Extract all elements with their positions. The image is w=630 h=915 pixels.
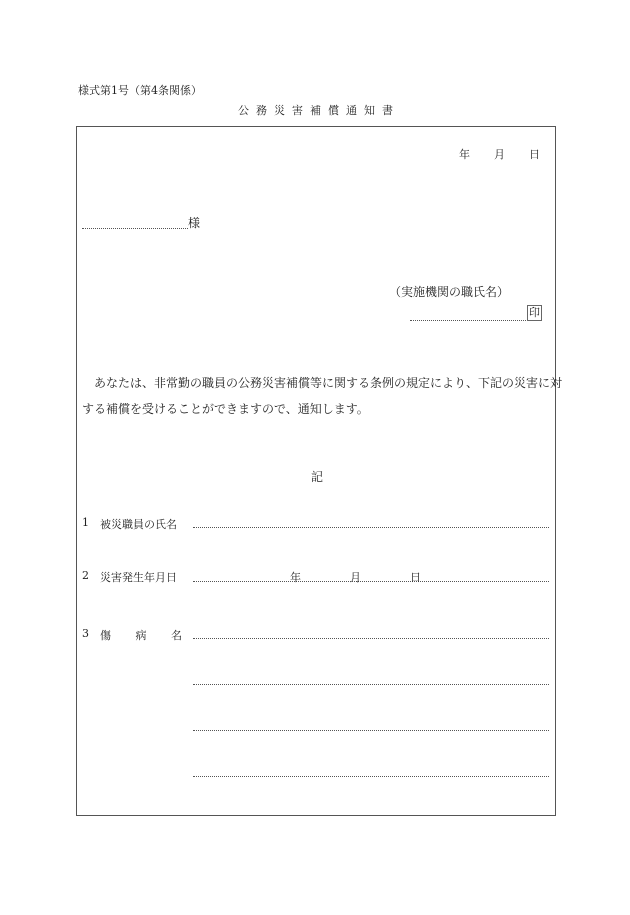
issuer-name-line[interactable] xyxy=(410,320,526,321)
item3-field-line-1[interactable] xyxy=(193,638,549,639)
item1-field[interactable] xyxy=(193,527,549,528)
item1-number: 1 xyxy=(82,516,89,529)
item3-number: 3 xyxy=(82,627,89,640)
document-title: 公務災害補償通知書 xyxy=(238,104,400,117)
notice-body-line-1: あなたは、非常勤の職員の公務災害補償等に関する条例の規定により、下記の災害に対 xyxy=(94,376,563,390)
ki-heading: 記 xyxy=(311,470,324,484)
date-day: 日 xyxy=(529,148,540,161)
form-number: 様式第1号（第4条関係） xyxy=(78,84,202,97)
date-year: 年 xyxy=(459,148,470,161)
item2-label: 災害発生年月日 xyxy=(100,571,177,584)
item2-day: 日 xyxy=(410,571,421,584)
item3-label-char-1: 傷 xyxy=(100,629,111,642)
item1-label: 被災職員の氏名 xyxy=(100,518,177,531)
item3-field-line-4[interactable] xyxy=(193,776,549,777)
item2-month: 月 xyxy=(350,571,361,584)
item3-label-char-2: 病 xyxy=(135,629,147,642)
notice-body-line-2: する補償を受けることができますので、通知します。 xyxy=(82,402,369,416)
addressee-name-line[interactable] xyxy=(82,228,188,229)
issuer-label: （実施機関の職氏名） xyxy=(389,285,510,299)
notice-body xyxy=(82,370,563,422)
item2-year: 年 xyxy=(290,571,301,584)
item3-label-char-3: 名 xyxy=(171,629,182,642)
item3-field-line-3[interactable] xyxy=(193,730,549,731)
item3-field-line-2[interactable] xyxy=(193,684,549,685)
item2-field[interactable] xyxy=(193,581,549,582)
addressee-suffix: 様 xyxy=(188,216,201,230)
item2-number: 2 xyxy=(82,569,89,582)
item3-label xyxy=(100,627,182,643)
seal-mark: 印 xyxy=(529,306,540,319)
date-month: 月 xyxy=(494,148,505,161)
